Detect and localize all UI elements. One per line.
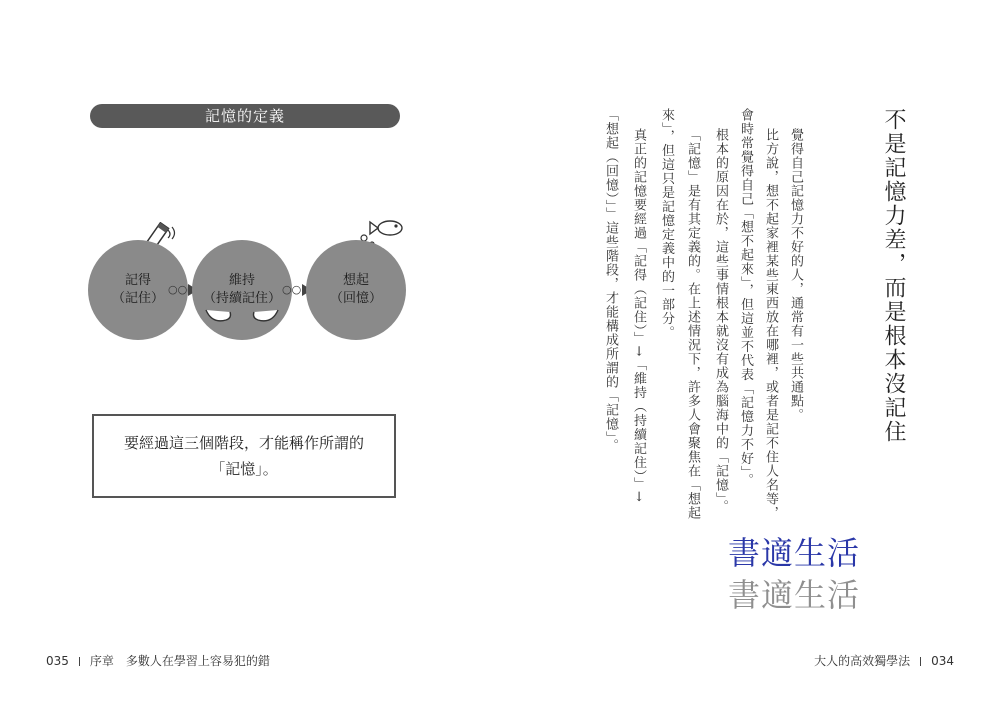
stage-recall-sub: （回憶） bbox=[329, 291, 382, 306]
stage-retain-title: 維持 bbox=[228, 273, 255, 288]
footer-divider bbox=[920, 657, 921, 666]
chapter-title: 多數人在學習上容易犯的錯 bbox=[125, 654, 270, 668]
left-footer bbox=[46, 652, 270, 669]
stage-recall bbox=[306, 240, 406, 340]
stage-remember-title: 記得 bbox=[124, 273, 151, 288]
stage-recall-title: 想起 bbox=[342, 273, 369, 288]
publisher-logo-primary: 書適生活 bbox=[728, 534, 861, 572]
stage-retain-sub: （持續記住） bbox=[202, 291, 281, 306]
section-heading: 不是記憶力差，而是根本沒記住 bbox=[881, 108, 906, 444]
stage-remember-sub: （記住） bbox=[111, 291, 164, 306]
arrow-connector: ○○ bbox=[282, 283, 302, 296]
hands-icon bbox=[200, 300, 284, 328]
body-column: 來」，但這只是記憶定義中的一部分。 bbox=[659, 108, 674, 340]
left-page-number: 035 bbox=[46, 654, 69, 668]
body-column: 真正的記憶要經過「記得（記住）」→「維持（持續記住）」→ bbox=[631, 128, 646, 503]
right-page-number: 034 bbox=[931, 654, 954, 668]
body-column: 「記憶」是有其定義的。在上述情況下，許多人會聚焦在「想起 bbox=[685, 128, 700, 520]
body-column: 覺得自己記憶力不好的人，通常有一些共通點。 bbox=[788, 128, 803, 422]
definition-banner: 記憶的定義 bbox=[90, 104, 400, 128]
body-column: 根本的原因在於，這些事情根本就沒有成為腦海中的「記憶」。 bbox=[713, 128, 728, 514]
book-title: 大人的高效獨學法 bbox=[814, 654, 911, 668]
publisher-logo-secondary: 書適生活 bbox=[728, 576, 861, 614]
summary-line-2: 「記憶」。 bbox=[210, 460, 278, 478]
summary-line-1: 要經過這三個階段，才能稱作所謂的 bbox=[123, 434, 364, 452]
right-footer bbox=[814, 652, 954, 669]
footer-divider bbox=[79, 657, 80, 666]
body-column: 比方說，想不起家裡某些東西放在哪裡，或者是記不住人名等， bbox=[763, 128, 778, 520]
body-column: 會時常覺得自己「想不起來」，但這並不代表「記憶力不好」。 bbox=[738, 108, 753, 487]
summary-box bbox=[92, 414, 396, 498]
chapter-label: 序章 bbox=[89, 654, 114, 668]
body-column: 「想起（回憶）」」這些階段，才能構成所謂的「記憶」。 bbox=[603, 108, 618, 453]
arrow-connector: ○○ bbox=[168, 283, 188, 296]
